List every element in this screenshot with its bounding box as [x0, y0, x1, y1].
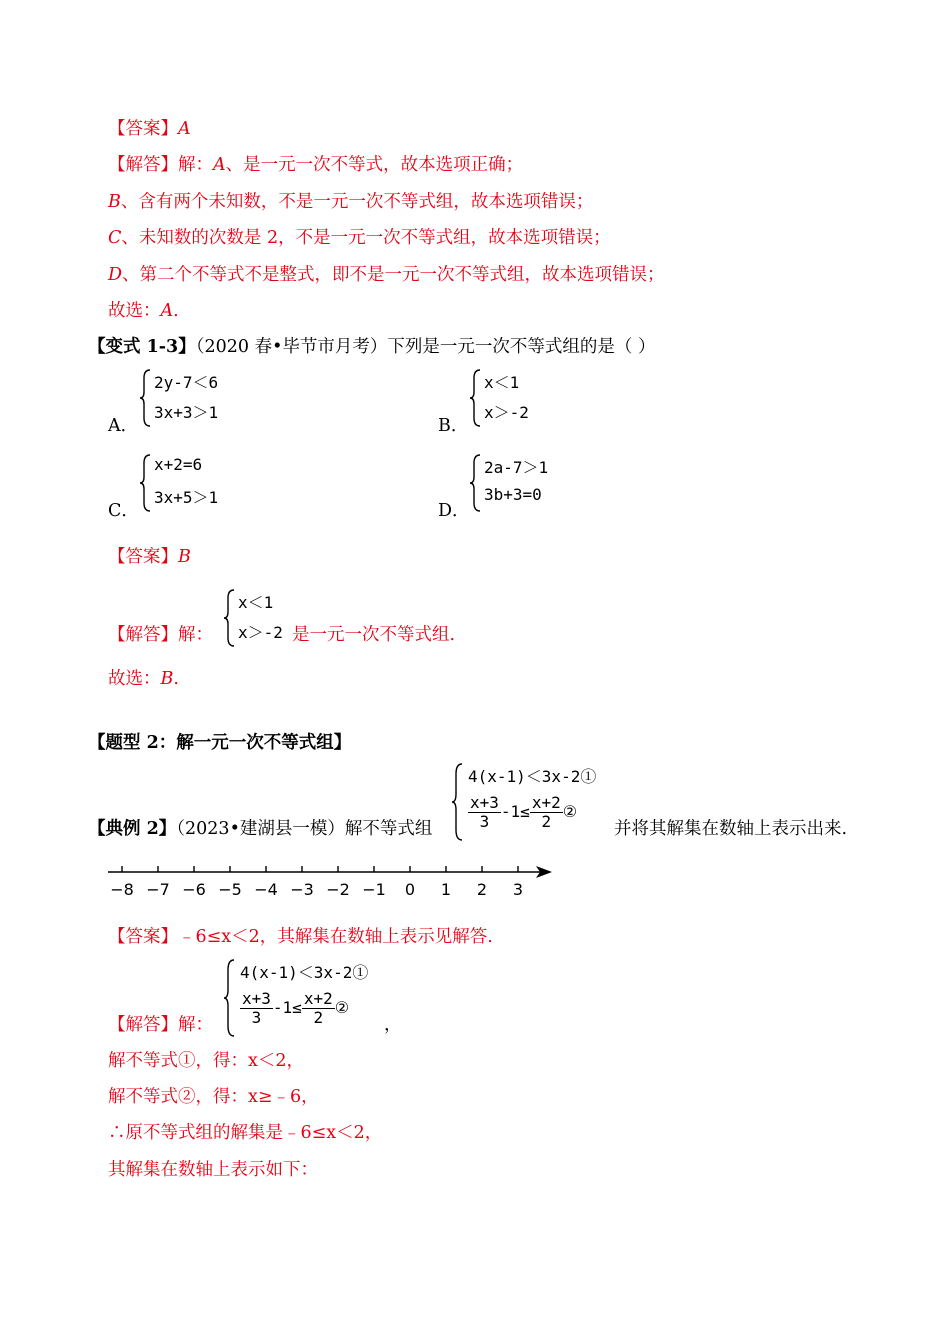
number-line-tick-label: −1: [362, 880, 386, 899]
choice-value: B: [160, 669, 174, 689]
number-line-tick-label: −4: [254, 880, 278, 899]
example-system: [452, 762, 612, 842]
number-line-tick-label: −7: [146, 880, 170, 899]
example-tail: 并将其解集在数轴上表示出来.: [614, 819, 848, 839]
number-line-tick-label: 2: [476, 880, 488, 899]
section-title: 【题型 2：解一元一次不等式组】: [88, 733, 352, 753]
option-d-row2: 3b+3=0: [484, 485, 542, 504]
solution-suffix: 是一元一次不等式组.: [292, 625, 456, 645]
option-var: C: [108, 228, 122, 248]
answer-label: 【答案】: [108, 119, 178, 139]
left-brace-icon: [224, 958, 236, 1038]
choice-line-1: [108, 300, 179, 322]
solution-ineq2: [240, 990, 349, 1027]
number-line-tick-label: −8: [110, 880, 134, 899]
option-d-system: [470, 453, 580, 513]
solution-line-3: [108, 227, 611, 249]
answer-value: B: [178, 547, 191, 567]
number-line-tick-label: −2: [326, 880, 350, 899]
left-brace-icon: [452, 762, 464, 842]
option-c-row1: x+2=6: [154, 455, 203, 474]
frac2-num: x+2: [531, 793, 561, 812]
left-brace-icon: [470, 368, 482, 428]
frac1-den: 3: [251, 1008, 262, 1027]
option-b-row2: x＞-2: [484, 403, 529, 422]
answer-label: 【答案】: [108, 547, 178, 567]
option-a-letter: A．: [108, 416, 139, 436]
variant-label: 【变式 1-3】: [88, 337, 196, 357]
solution-comma: ，: [384, 1015, 402, 1035]
solution-label: 【解答】: [108, 625, 178, 645]
solution-text: 、未知数的次数是 2，不是一元一次不等式组，故本选项错误；: [121, 228, 611, 248]
solution-step-3: ∴原不等式组的解集是﹣6≤x＜2，: [108, 1123, 383, 1143]
ineq2-mark: ②: [562, 802, 578, 821]
number-line-tick-label: −6: [182, 880, 206, 899]
number-line-tick-label: 1: [440, 880, 452, 899]
example-ineq1: 4(x-1)＜3x-2①: [468, 767, 597, 786]
number-line: [100, 858, 560, 902]
example-source: （2023•建湖县一模）解不等式组: [176, 819, 433, 839]
example-label: 【典例 2】: [88, 819, 177, 839]
answer-text: ﹣6≤x＜2，其解集在数轴上表示见解答.: [178, 927, 493, 947]
frac1-num: x+3: [242, 989, 271, 1008]
solution-label: 【解答】: [108, 155, 178, 175]
number-line-tick-label: 0: [404, 880, 416, 899]
number-line-tick-label: −3: [290, 880, 314, 899]
option-a-row1: 2y-7＜6: [154, 373, 219, 392]
answer-value: A: [178, 119, 191, 139]
option-c-letter: C．: [108, 501, 139, 521]
ineq2-mark: ②: [334, 998, 350, 1017]
number-line-tick-label: −5: [218, 880, 242, 899]
example-ineq2: [468, 794, 577, 831]
frac2-den: 2: [541, 812, 552, 831]
answer-b-row2: x＞-2: [238, 623, 283, 642]
choice-prefix: 故选：: [108, 669, 161, 689]
solution-text: 、是一元一次不等式，故本选项正确；: [225, 155, 524, 175]
option-a-system: [140, 368, 250, 428]
option-c-row2: 3x+5＞1: [154, 488, 219, 507]
solution-step-4: 其解集在数轴上表示如下：: [108, 1160, 318, 1180]
solution-step-2: 解不等式②，得：x≥﹣6，: [108, 1087, 319, 1107]
option-b-system: [470, 368, 560, 428]
choice-line-2: [108, 668, 179, 690]
solution-step-1: 解不等式①，得：x＜2，: [108, 1051, 305, 1071]
answer-label: 【答案】: [108, 927, 178, 947]
ineq2-mid: -1≤: [500, 802, 530, 821]
left-brace-icon: [470, 453, 482, 513]
solution-label: 【解答】: [108, 1015, 178, 1035]
option-b-row1: x＜1: [484, 373, 520, 392]
solution-text: 、第二个不等式不是整式，即不是一元一次不等式组，故本选项错误；: [122, 265, 665, 285]
number-line-tick-label: 3: [512, 880, 524, 899]
choice-suffix: .: [173, 669, 179, 689]
variant-question: [88, 336, 655, 358]
choice-value: A: [160, 301, 174, 321]
solution-label-3: [108, 1014, 213, 1036]
example-question: [88, 818, 432, 840]
answer-line-1: [108, 118, 191, 140]
number-line-axis: [100, 858, 560, 880]
option-c-system: [140, 453, 250, 513]
solution-prefix: 解：: [178, 625, 213, 645]
left-brace-icon: [224, 588, 236, 648]
solution-ineq1: 4(x-1)＜3x-2①: [240, 963, 369, 982]
option-var: D: [108, 265, 123, 285]
frac2-num: x+2: [303, 989, 333, 1008]
option-var: A: [213, 155, 226, 175]
choice-suffix: .: [173, 301, 179, 321]
option-d-letter: D．: [438, 501, 470, 521]
solution-line-4: [108, 264, 665, 286]
choice-prefix: 故选：: [108, 301, 161, 321]
variant-source: （2020 春•毕节市月考）下列是一元一次不等式组的是（ ）: [195, 337, 656, 357]
answer-line-3: [108, 926, 493, 948]
solution-line-1: [108, 154, 523, 176]
frac2-den: 2: [313, 1008, 324, 1027]
frac1-num: x+3: [470, 793, 499, 812]
option-a-row2: 3x+3＞1: [154, 403, 219, 422]
left-brace-icon: [140, 368, 152, 428]
answer-b-row1: x＜1: [238, 593, 274, 612]
ineq2-mid: -1≤: [272, 998, 302, 1017]
option-var: B: [108, 192, 121, 212]
solution-prefix: 解：: [178, 155, 213, 175]
option-d-row1: 2a-7＞1: [484, 458, 549, 477]
option-b-letter: B．: [438, 416, 469, 436]
solution-system: [224, 958, 384, 1038]
left-brace-icon: [140, 453, 152, 513]
solution-line-2: [108, 191, 593, 213]
solution-prefix: 解：: [178, 1015, 213, 1035]
frac1-den: 3: [479, 812, 490, 831]
answer-line-2: [108, 546, 191, 568]
solution-text: 、含有两个未知数，不是一元一次不等式组，故本选项错误；: [120, 192, 594, 212]
answer-b-system: [224, 588, 294, 648]
solution-label-2: [108, 624, 213, 646]
